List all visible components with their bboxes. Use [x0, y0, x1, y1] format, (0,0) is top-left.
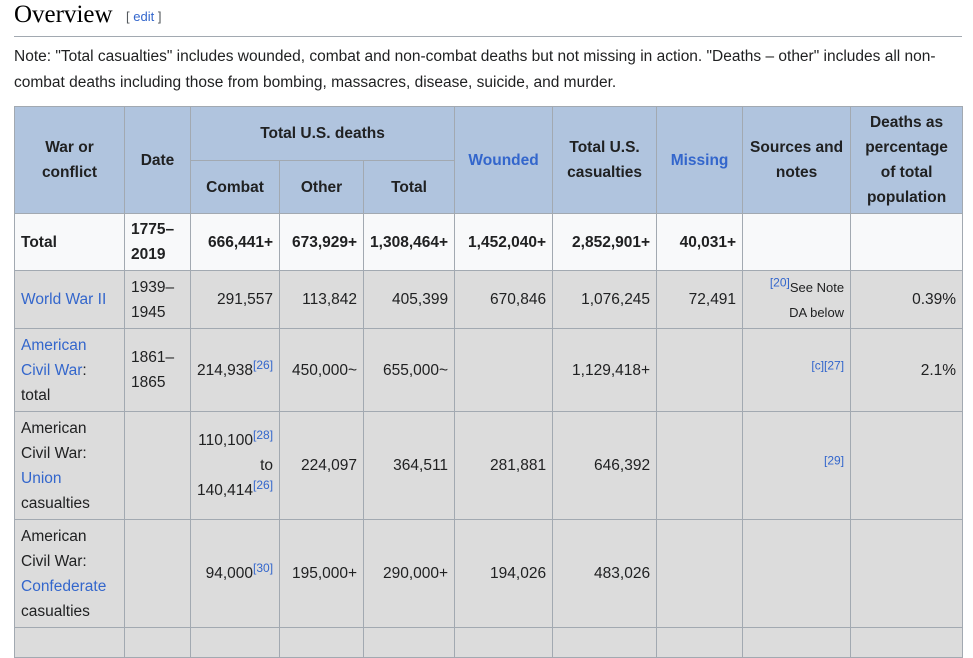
name-pre: American Civil War:	[21, 419, 87, 462]
cell-pct	[851, 214, 963, 271]
source-note: See Note DA below	[789, 279, 845, 320]
cell-combat	[191, 329, 280, 412]
cell-pct	[851, 412, 963, 520]
cell-other: 195,000+	[280, 520, 364, 628]
cell-missing: 72,491	[657, 271, 743, 329]
cell-wounded: 670,846	[455, 271, 553, 329]
edit-link[interactable]: edit	[133, 9, 155, 24]
cell-empty	[125, 628, 191, 658]
combat-value-high: 140,414	[197, 482, 254, 499]
cell-combat	[191, 412, 280, 520]
cell-empty	[851, 628, 963, 658]
cell-war	[15, 520, 125, 628]
cell-casualties: 646,392	[553, 412, 657, 520]
section-title: Overview	[14, 1, 113, 28]
cell-missing	[657, 520, 743, 628]
combat-to: to	[260, 457, 274, 474]
name-post: casualties	[21, 602, 90, 620]
cell-combat: 666,441+	[191, 214, 280, 271]
combat-value: 214,938	[197, 361, 254, 379]
cell-empty	[364, 628, 455, 658]
cell-total: 405,399	[364, 271, 455, 329]
cell-empty	[455, 628, 553, 658]
header-total-casualties: Total U.S. casualties	[553, 107, 657, 214]
cell-empty	[191, 628, 280, 658]
cell-sources	[743, 271, 851, 329]
table-row-ww2	[15, 271, 963, 329]
combat-value-low: 110,100	[198, 432, 254, 449]
cell-casualties: 2,852,901+	[553, 214, 657, 271]
name-post: casualties	[21, 494, 90, 512]
ref-link[interactable]: [26]	[253, 477, 274, 492]
cell-pct	[851, 520, 963, 628]
missing-link[interactable]: Missing	[670, 151, 729, 169]
cell-empty	[553, 628, 657, 658]
combat-value: 94,000	[205, 565, 254, 582]
cell-sources	[743, 329, 851, 412]
header-sources: Sources and notes	[743, 107, 851, 214]
cell-wounded: 281,881	[455, 412, 553, 520]
cell-empty	[657, 628, 743, 658]
cell-other: 224,097	[280, 412, 364, 520]
edit-bracket-open: [	[126, 9, 134, 24]
name-colon: :	[82, 361, 87, 379]
name-rest: total	[21, 386, 51, 404]
header-war: War or conflict	[15, 107, 125, 214]
cell-war: Total	[15, 214, 125, 271]
casualties-table	[14, 106, 963, 658]
table-row-acw-total	[15, 329, 963, 412]
table-row-acw-confederate	[15, 520, 963, 628]
header-date: Date	[125, 107, 191, 214]
ref-link[interactable]: [29]	[824, 453, 845, 468]
header-other: Other	[280, 161, 364, 214]
ref-link[interactable]: [26]	[253, 357, 274, 372]
cell-date: 1775–2019	[125, 214, 191, 271]
cell-casualties: 1,076,245	[553, 271, 657, 329]
cell-sources	[743, 214, 851, 271]
cell-wounded: 1,452,040+	[455, 214, 553, 271]
cell-empty	[743, 628, 851, 658]
name-pre: American Civil War:	[21, 527, 87, 570]
cell-empty	[15, 628, 125, 658]
cell-total: 290,000+	[364, 520, 455, 628]
header-combat: Combat	[191, 161, 280, 214]
edit-section	[126, 9, 161, 24]
header-total-deaths: Total U.S. deaths	[191, 107, 455, 161]
header-deaths-pct: Deaths as percentage of total population	[851, 107, 963, 214]
cell-casualties: 1,129,418+	[553, 329, 657, 412]
cell-other: 113,842	[280, 271, 364, 329]
union-link[interactable]: Union	[21, 469, 62, 487]
cell-wounded: 194,026	[455, 520, 553, 628]
table-row-total	[15, 214, 963, 271]
ref-link[interactable]: [c][27]	[811, 358, 845, 373]
cell-total: 1,308,464+	[364, 214, 455, 271]
cell-war	[15, 271, 125, 329]
cell-total: 364,511	[364, 412, 455, 520]
header-wounded	[455, 107, 553, 214]
cell-combat	[191, 520, 280, 628]
cell-other: 673,929+	[280, 214, 364, 271]
confederate-link[interactable]: Confederate	[21, 577, 107, 595]
table-row-partial	[15, 628, 963, 658]
ref-link[interactable]: [20]	[769, 275, 790, 290]
cell-missing: 40,031+	[657, 214, 743, 271]
cell-missing	[657, 412, 743, 520]
wounded-link[interactable]: Wounded	[468, 151, 539, 169]
cell-wounded	[455, 329, 553, 412]
cell-casualties: 483,026	[553, 520, 657, 628]
cell-date: 1861–1865	[125, 329, 191, 412]
cell-war	[15, 412, 125, 520]
cell-date	[125, 412, 191, 520]
note-paragraph: Note: "Total casualties" includes wounded, combat and non-combat deaths but not missing in action. "Deaths – other" includes all non-combat deaths including those from bombing, massacres, disease, suicide, and murder.	[14, 48, 936, 91]
cell-war	[15, 329, 125, 412]
cell-date	[125, 520, 191, 628]
cell-date: 1939–1945	[125, 271, 191, 329]
cell-empty	[280, 628, 364, 658]
cell-pct: 2.1%	[851, 329, 963, 412]
cell-sources	[743, 520, 851, 628]
cell-missing	[657, 329, 743, 412]
cell-sources	[743, 412, 851, 520]
edit-bracket-close: ]	[154, 9, 162, 24]
ww2-link[interactable]: World War II	[21, 291, 107, 308]
cell-other: 450,000~	[280, 329, 364, 412]
table-row-acw-union	[15, 412, 963, 520]
header-total: Total	[364, 161, 455, 214]
acw-link[interactable]: American Civil War	[21, 336, 87, 379]
ref-link[interactable]: [28]	[253, 427, 274, 442]
section-heading	[14, 0, 962, 37]
cell-total: 655,000~	[364, 329, 455, 412]
header-missing	[657, 107, 743, 214]
cell-combat: 291,557	[191, 271, 280, 329]
cell-pct: 0.39%	[851, 271, 963, 329]
ref-link[interactable]: [30]	[253, 560, 274, 575]
